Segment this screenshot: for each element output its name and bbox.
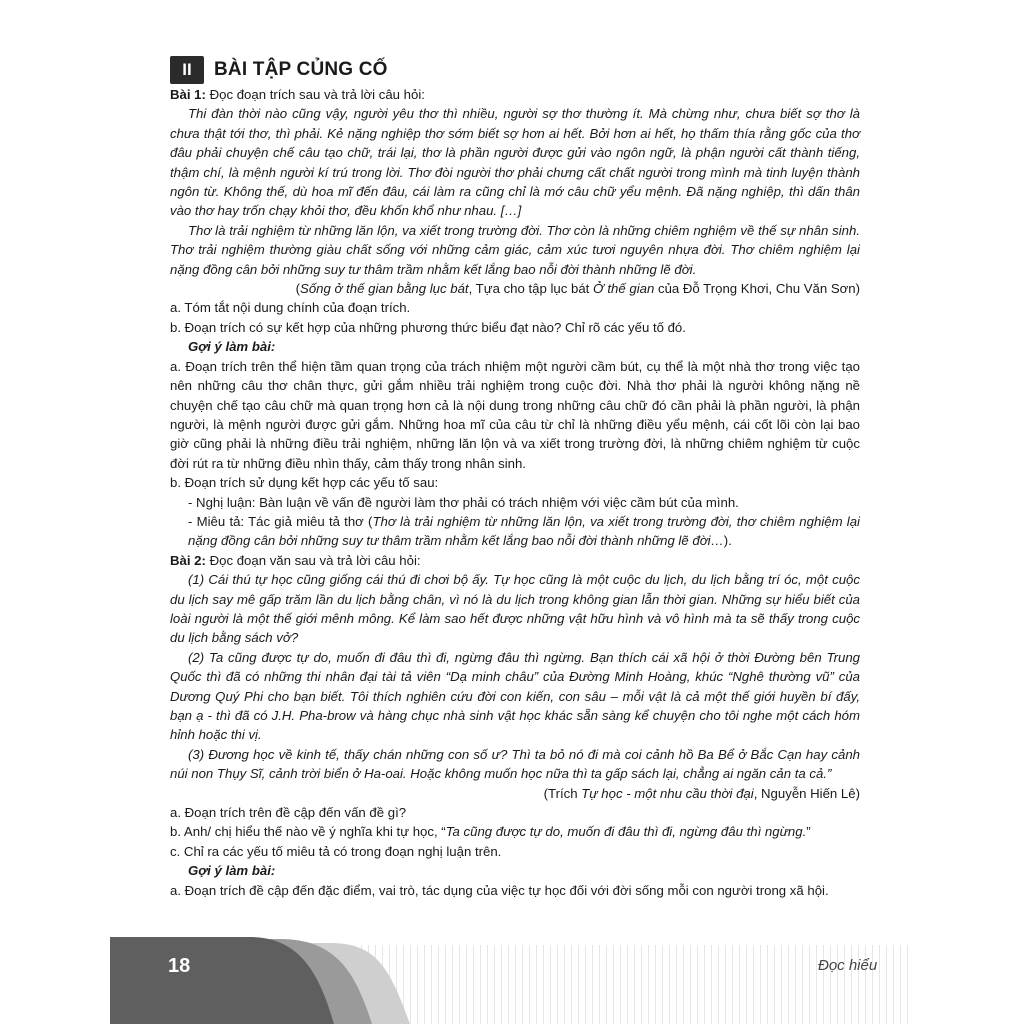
- exercise-1-answer-b2: [170, 512, 860, 551]
- exercise-2-passage-p3: (3) Đương học về kinh tế, thấy chán những con số ư? Thì ta bỏ nó đi mà coi cảnh hồ Ba Bể ở Bắc Cạn hay cảnh núi non Thụy Sĩ, cảnh trời biển ở Ha-oai. Hoặc không muốn học nữa thì ta gấp sách lại, chẳng ai ngăn cản ta cả.”: [170, 746, 860, 782]
- exercise-content: [170, 85, 860, 900]
- exercise-1-answer-b1: - Nghị luận: Bàn luận về vấn đề người làm thơ phải có trách nhiệm với việc cầm bút của mình.: [188, 494, 739, 510]
- exercise-2-source: [170, 784, 860, 803]
- exercise-2-prompt: Đọc đoạn văn sau và trả lời câu hỏi:: [205, 552, 421, 568]
- exercise-1-passage-p2: Thơ là trải nghiệm từ những lăn lộn, va xiết trong trường đời. Thơ còn là những chiêm nghiệm về thế sự nhân sinh. Thơ trải nghiệm thường giàu chất sống với những cảm giác, cảm xúc tươi nguyên nhựa đời. Thơ chiêm nghiệm lại nặng đồng cân bởi những suy tư thâm trầm nhằm kết lắng bao nỗi đời thành những lẽ đời.: [170, 222, 860, 277]
- source-open: (: [295, 281, 301, 297]
- footer-wave-shape: [110, 915, 914, 1024]
- answer-b2-post: ).: [723, 533, 732, 549]
- question-b-pre: b. Anh/ chị hiểu thế nào về ý nghĩa khi tự học, “: [170, 824, 446, 840]
- answer-b2-pre: - Miêu tả: Tác giả miêu tả thơ (: [188, 513, 373, 529]
- exercise-1-heading: [170, 85, 860, 104]
- source2-title: Tự học - một nhu cầu thời đại: [581, 785, 754, 801]
- answer-b2-quote: Thơ là trải nghiệm từ những lăn lộn, va xiết trong trường đời, thơ chiêm nghiệm lại nặng đồng cân bởi những suy tư thâm trầm nhằm kết lắng bao nỗi đời thành những lẽ đời…: [188, 513, 860, 549]
- page-number: 18: [168, 955, 191, 977]
- question-b-post: ”: [806, 824, 811, 840]
- footer-label: Đọc hiểu: [818, 957, 878, 974]
- exercise-1-question-b: b. Đoạn trích có sự kết hợp của những phương thức biểu đạt nào? Chỉ rõ các yếu tố đó.: [170, 319, 686, 335]
- source-end: của Đỗ Trọng Khơi, Chu Văn Sơn): [654, 281, 860, 297]
- source2-pre: (Trích: [543, 785, 582, 801]
- exercise-2-question-a: a. Đoạn trích trên đề cập đến vấn đề gì?: [170, 805, 407, 821]
- source2-post: , Nguyễn Hiến Lê): [753, 785, 860, 801]
- section-number-badge: II: [170, 56, 204, 84]
- source-book: Ở thế gian: [593, 281, 655, 297]
- exercise-1-question-a: a. Tóm tắt nội dung chính của đoạn trích.: [170, 300, 411, 316]
- exercise-1-source: [170, 279, 860, 298]
- exercise-1-label: Bài 1:: [170, 87, 206, 102]
- question-b-quote: Ta cũng được tự do, muốn đi đâu thì đi, ngừng đâu thì ngừng.: [445, 824, 807, 840]
- exercise-2-hint-label: Gợi ý làm bài:: [188, 863, 276, 879]
- exercise-1-answer-a: a. Đoạn trích trên thể hiện tầm quan trọng của trách nhiệm một người cầm bút, cụ thể là một nhà thơ trong việc tạo nên những câu thơ chân thực, gửi gắm nhiều trải nghiệm trong cuộc đời. Nhà thơ phải là người không nặng nề chuyện chế tạo câu chữ mà quan trọng hơn cả là nội dung trong những câu chữ đó cần phải là phần người, là phận người, là mệnh người được gửi gắm. Những hoa mĩ của câu từ chỉ là những điều yểu mệnh, cái cốt lõi còn lại bao giờ cũng phải là những điều trải nghiệm, những lăn lộn và va xiết trong trường đời, là những chiêm nghiệm từ cuộc đời rút ra từ những điều nhìn thấy, cảm thấy trong nhân sinh.: [170, 358, 860, 471]
- section-title: BÀI TẬP CỦNG CỐ: [214, 59, 388, 80]
- exercise-1-hint-label: Gợi ý làm bài:: [188, 339, 276, 355]
- exercise-2-label: Bài 2:: [170, 552, 206, 568]
- source-title: Sống ở thế gian bằng lục bát: [300, 281, 469, 297]
- exercise-2-heading: [170, 551, 860, 570]
- exercise-1-answer-b: b. Đoạn trích sử dụng kết hợp các yếu tố sau:: [170, 475, 439, 491]
- exercise-2-answer-a: a. Đoạn trích đề cập đến đặc điểm, vai trò, tác dụng của việc tự học đối với đời sống mỗi con người trong xã hội.: [170, 882, 829, 898]
- page-footer: [110, 915, 914, 1024]
- exercise-2-passage-p2: (2) Ta cũng được tự do, muốn đi đâu thì đi, ngừng đâu thì ngừng. Bạn thích cái xã hội ở thời Đường bên Trung Quốc thì đã có những thi nhân đại tài tả viên “Dạ minh châu” của Đường Minh Hoàng, khúc “Nghê thường vũ” của Dương Quý Phi cho bạn biết. Tôi thích nghiên cứu đời con kiến, con sâu – mỗi vật là cả một thế giới huyền bí đấy, bạn ạ - thì đã có J.H. Pha-brow và hàng chục nhà sinh vật học khác sẵn sàng kể chuyện cho tôi nghe một cách hóm hỉnh hoặc thi vị.: [170, 649, 860, 743]
- exercise-1-prompt: Đọc đoạn trích sau và trả lời câu hỏi:: [205, 87, 425, 102]
- exercise-2-question-c: c. Chỉ ra các yếu tố miêu tả có trong đoạn nghị luận trên.: [170, 843, 502, 859]
- source-mid: , Tựa cho tập lục bát: [468, 281, 594, 297]
- exercise-2-passage-p1: (1) Cái thú tự học cũng giống cái thú đi chơi bộ ấy. Tự học cũng là một cuộc du lịch, du lịch bằng trí óc, một cuộc du lịch say mê gấp trăm lần du lịch bằng chân, vì nó là du lịch trong không gian lẫn thời gian. Những sự hiểu biết của loài người là một thế giới mênh mông. Kể làm sao hết được những vật hữu hình và vô hình mà ta sẽ thấy trong cuộc du lịch bằng sách vở?: [170, 572, 860, 646]
- section-header: [170, 55, 388, 85]
- exercise-2-question-b: [170, 822, 860, 841]
- exercise-1-passage-p1: Thi đàn thời nào cũng vậy, người yêu thơ thì nhiều, người sợ thơ thường ít. Mà chừng như, chưa biết sợ thơ là chưa thật tới thơ, thì phải. Kẻ nặng nghiệp thơ sớm biết sợ hơn ai hết. Bởi hơn ai hết, họ thấm thía rằng gốc của thơ đâu phải chuyện chế câu tạo chữ, trái lại, thơ là phần người được gửi vào ngôn ngữ, là phận người cất thành tiếng, thậm chí, là mệnh người kí trú trong lời. Thơ đòi người thơ phải chưng cất chất người trong mình mà tinh luyện thành ngôn từ. Không thế, dù hoa mĩ đến đâu, cái làm ra cũng chỉ là mớ câu chữ yểu mệnh. Đã nặng nghiệp, thì dấn thân vào thơ hay trốn chạy khỏi thơ, đều khốn khổ như nhau. […]: [170, 106, 860, 219]
